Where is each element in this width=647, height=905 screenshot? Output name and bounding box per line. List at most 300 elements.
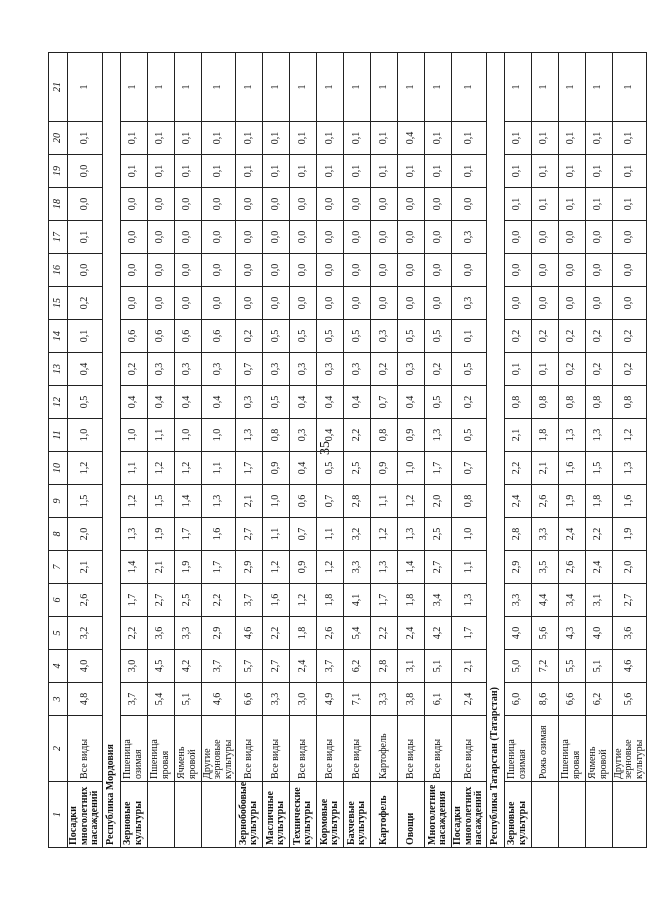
value-cell: 2,2 [371,617,398,650]
value-cell: 6,6 [236,683,263,716]
value-cell: 1,3 [452,584,487,617]
value-cell: 1,9 [174,551,201,584]
value-cell: 0,8 [585,386,612,419]
value-cell: 0,0 [585,254,612,287]
value-cell: 0,0 [120,254,147,287]
value-cell: 0,1 [531,353,558,386]
value-cell: 0,4 [290,452,317,485]
value-cell: 1,1 [120,452,147,485]
value-cell: 2,4 [504,485,531,518]
value-cell: 0,0 [371,188,398,221]
column-header-21: 21 [49,53,68,122]
value-cell: 4,9 [317,683,344,716]
value-cell: 1,6 [263,584,290,617]
value-cell: 0,0 [290,188,317,221]
value-cell: 1,8 [290,617,317,650]
value-cell: 0,2 [585,353,612,386]
value-cell: 0,0 [425,287,452,320]
value-cell: 0,0 [68,155,103,188]
value-cell: 1,7 [236,452,263,485]
value-cell: 0,8 [263,419,290,452]
value-cell: 5,4 [344,617,371,650]
crop-group-cell [174,782,201,848]
value-cell: 1,6 [612,485,647,518]
value-cell: 0,0 [425,221,452,254]
value-cell: 0,3 [201,353,236,386]
value-cell: 5,5 [558,650,585,683]
value-cell: 0,1 [371,155,398,188]
value-cell: 2,4 [290,650,317,683]
value-cell: 0,4 [317,386,344,419]
value-cell: 4,8 [68,683,103,716]
value-cell: 0,4 [201,386,236,419]
value-cell: 2,1 [452,650,487,683]
value-cell: 2,7 [263,650,290,683]
crop-group-cell: Посадки многолетних насаждений [68,782,103,848]
value-cell: 1,7 [174,518,201,551]
value-cell: 1,8 [398,584,425,617]
value-cell: 1 [174,53,201,122]
value-cell: 3,7 [236,584,263,617]
value-cell: 0,2 [371,353,398,386]
value-cell: 1,2 [398,485,425,518]
value-cell: 0,0 [504,221,531,254]
value-cell: 1,3 [120,518,147,551]
crop-type-cell: Все виды [398,716,425,782]
value-cell: 3,0 [120,650,147,683]
value-cell: 0,4 [344,386,371,419]
region-label: Республика Татарстан (Татарстан) [486,53,504,848]
value-cell: 3,7 [317,650,344,683]
value-cell: 3,5 [531,551,558,584]
value-cell: 0,2 [612,353,647,386]
crop-group-cell [201,782,236,848]
value-cell: 1,3 [425,419,452,452]
value-cell: 0,3 [236,386,263,419]
value-cell: 1 [531,53,558,122]
value-cell: 1,4 [174,485,201,518]
value-cell: 0,1 [531,155,558,188]
page-number: 35 [318,441,333,455]
value-cell: 1,3 [371,551,398,584]
value-cell: 0,1 [147,155,174,188]
crop-group-cell [531,782,558,848]
value-cell: 0,0 [147,287,174,320]
value-cell: 1,2 [120,485,147,518]
crop-group-cell: Зерновые культуры [504,782,531,848]
value-cell: 1,4 [120,551,147,584]
value-cell: 1,0 [68,419,103,452]
region-row [102,53,120,848]
value-cell: 1,1 [452,551,487,584]
crop-type-cell: Пшеница яровая [147,716,174,782]
value-cell: 0,5 [68,386,103,419]
crop-group-cell: Зернобобовые культуры [236,782,263,848]
value-cell: 1 [317,53,344,122]
value-cell: 1,6 [558,452,585,485]
value-cell: 0,0 [452,188,487,221]
crop-group-cell [147,782,174,848]
value-cell: 3,3 [344,551,371,584]
value-cell: 0,2 [504,320,531,353]
value-cell: 1,4 [398,551,425,584]
value-cell: 0,1 [425,122,452,155]
value-cell: 0,0 [290,254,317,287]
value-cell: 0,9 [371,452,398,485]
value-cell: 0,2 [585,320,612,353]
value-cell: 1,1 [201,452,236,485]
value-cell: 1 [147,53,174,122]
value-cell: 3,3 [174,617,201,650]
value-cell: 1 [612,53,647,122]
table-row [612,53,647,848]
value-cell: 0,8 [612,386,647,419]
value-cell: 0,0 [585,221,612,254]
value-cell: 0,4 [147,386,174,419]
value-cell: 2,9 [201,617,236,650]
value-cell: 1 [371,53,398,122]
value-cell: 0,3 [147,353,174,386]
value-cell: 0,1 [504,155,531,188]
value-cell: 4,5 [147,650,174,683]
value-cell: 0,0 [236,287,263,320]
value-cell: 2,4 [398,617,425,650]
value-cell: 0,4 [398,386,425,419]
value-cell: 1 [558,53,585,122]
value-cell: 0,0 [585,287,612,320]
value-cell: 5,0 [504,650,531,683]
value-cell: 4,2 [425,617,452,650]
value-cell: 0,6 [201,320,236,353]
value-cell: 0,8 [371,419,398,452]
value-cell: 0,1 [452,122,487,155]
value-cell: 1,7 [452,617,487,650]
value-cell: 6,2 [344,650,371,683]
value-cell: 0,0 [201,287,236,320]
value-cell: 0,0 [344,221,371,254]
value-cell: 1,0 [120,419,147,452]
value-cell: 6,6 [558,683,585,716]
value-cell: 0,0 [263,287,290,320]
value-cell: 4,4 [531,584,558,617]
value-cell: 2,2 [344,419,371,452]
value-cell: 2,0 [425,485,452,518]
value-cell: 0,7 [452,452,487,485]
value-cell: 1,2 [290,584,317,617]
value-cell: 0,1 [371,122,398,155]
value-cell: 1,1 [317,518,344,551]
value-cell: 0,5 [263,386,290,419]
value-cell: 3,1 [585,584,612,617]
value-cell: 0,2 [558,353,585,386]
value-cell: 7,2 [531,650,558,683]
value-cell: 6,1 [425,683,452,716]
value-cell: 3,1 [398,650,425,683]
value-cell: 1,2 [68,452,103,485]
crop-type-cell: Все виды [452,716,487,782]
value-cell: 0,1 [398,155,425,188]
value-cell: 0,1 [504,353,531,386]
value-cell: 0,4 [174,386,201,419]
value-cell: 0,1 [612,122,647,155]
value-cell: 3,3 [504,584,531,617]
value-cell: 1,5 [585,452,612,485]
value-cell: 0,5 [452,419,487,452]
value-cell: 1,8 [317,584,344,617]
value-cell: 0,0 [147,254,174,287]
value-cell: 0,1 [531,188,558,221]
value-cell: 0,0 [425,254,452,287]
value-cell: 6,0 [504,683,531,716]
crop-type-cell: Пшеница озимая [120,716,147,782]
table-body [68,53,647,848]
value-cell: 0,1 [290,155,317,188]
value-cell: 0,3 [290,353,317,386]
value-cell: 2,7 [236,518,263,551]
column-header-3: 3 [49,683,68,716]
value-cell: 0,1 [344,122,371,155]
table-row [290,53,317,848]
value-cell: 4,2 [174,650,201,683]
value-cell: 0,9 [263,452,290,485]
value-cell: 6,2 [585,683,612,716]
value-cell: 2,4 [452,683,487,716]
value-cell: 0,5 [452,353,487,386]
rotated-table-container [48,53,645,848]
value-cell: 1,1 [263,518,290,551]
value-cell: 0,2 [120,353,147,386]
value-cell: 1 [504,53,531,122]
value-cell: 1 [263,53,290,122]
value-cell: 1,2 [174,452,201,485]
crop-type-cell: Все виды [344,716,371,782]
value-cell: 0,1 [504,122,531,155]
value-cell: 2,1 [68,551,103,584]
yield-coefficients-table [48,52,647,848]
value-cell: 1 [201,53,236,122]
value-cell: 0,1 [201,155,236,188]
value-cell: 0,0 [236,221,263,254]
value-cell: 0,8 [531,386,558,419]
column-header-16: 16 [49,254,68,287]
value-cell: 1,6 [201,518,236,551]
value-cell: 0,6 [120,320,147,353]
value-cell: 1,3 [585,419,612,452]
value-cell: 0,5 [317,452,344,485]
value-cell: 0,0 [317,254,344,287]
value-cell: 4,1 [344,584,371,617]
value-cell: 0,0 [612,221,647,254]
value-cell: 0,0 [612,254,647,287]
value-cell: 2,8 [344,485,371,518]
table-row [425,53,452,848]
value-cell: 0,0 [147,188,174,221]
value-cell: 0,1 [317,155,344,188]
value-cell: 1 [425,53,452,122]
crop-type-cell: Другие зерновые культуры [612,716,647,782]
value-cell: 0,0 [452,254,487,287]
value-cell: 0,0 [398,188,425,221]
crop-type-cell: Рожь озимая [531,716,558,782]
value-cell: 0,1 [174,155,201,188]
value-cell: 0,0 [504,254,531,287]
crop-type-cell: Все виды [290,716,317,782]
crop-group-cell: Бахчевые культуры [344,782,371,848]
value-cell: 0,5 [317,320,344,353]
value-cell: 0,1 [68,122,103,155]
column-header-7: 7 [49,551,68,584]
value-cell: 0,0 [531,287,558,320]
table-row [558,53,585,848]
value-cell: 0,0 [263,188,290,221]
value-cell: 1,1 [147,419,174,452]
value-cell: 1 [290,53,317,122]
value-cell: 0,4 [398,122,425,155]
table-row [398,53,425,848]
column-header-6: 6 [49,584,68,617]
value-cell: 0,1 [290,122,317,155]
value-cell: 0,0 [236,188,263,221]
value-cell: 0,0 [120,287,147,320]
crop-type-cell: Ячмень яровой [585,716,612,782]
table-row [120,53,147,848]
value-cell: 1,7 [425,452,452,485]
crop-type-cell: Все виды [263,716,290,782]
value-cell: 2,2 [120,617,147,650]
crop-group-cell: Многолетние насаждения [425,782,452,848]
value-cell: 1,0 [174,419,201,452]
table-row [68,53,103,848]
value-cell: 0,3 [452,221,487,254]
value-cell: 1,8 [585,485,612,518]
value-cell: 3,0 [290,683,317,716]
table-row [174,53,201,848]
value-cell: 0,1 [236,122,263,155]
region-label: Республика Мордовия [102,53,120,848]
value-cell: 1,9 [558,485,585,518]
value-cell: 0,1 [452,320,487,353]
value-cell: 1,2 [317,551,344,584]
value-cell: 0,2 [612,320,647,353]
crop-type-cell: Все виды [425,716,452,782]
value-cell: 2,9 [504,551,531,584]
value-cell: 0,3 [263,353,290,386]
value-cell: 3,6 [147,617,174,650]
crop-group-cell: Масличные культуры [263,782,290,848]
value-cell: 1,9 [612,518,647,551]
value-cell: 0,0 [531,221,558,254]
value-cell: 0,1 [504,188,531,221]
value-cell: 1,2 [371,518,398,551]
header-row [49,53,68,848]
table-row [371,53,398,848]
value-cell: 0,2 [68,287,103,320]
value-cell: 0,0 [371,221,398,254]
value-cell: 2,4 [558,518,585,551]
value-cell: 1,5 [147,485,174,518]
value-cell: 0,0 [68,188,103,221]
value-cell: 2,0 [68,518,103,551]
value-cell: 0,4 [120,386,147,419]
table-row [585,53,612,848]
value-cell: 0,8 [558,386,585,419]
value-cell: 0,6 [290,485,317,518]
value-cell: 0,0 [317,287,344,320]
value-cell: 7,1 [344,683,371,716]
value-cell: 0,0 [558,221,585,254]
value-cell: 0,0 [174,254,201,287]
value-cell: 0,1 [344,155,371,188]
value-cell: 0,8 [504,386,531,419]
value-cell: 1,1 [371,485,398,518]
value-cell: 2,5 [425,518,452,551]
value-cell: 5,7 [236,650,263,683]
value-cell: 0,0 [263,254,290,287]
value-cell: 4,0 [504,617,531,650]
value-cell: 2,2 [201,584,236,617]
value-cell: 3,8 [398,683,425,716]
value-cell: 0,5 [398,320,425,353]
value-cell: 0,0 [371,254,398,287]
value-cell: 0,1 [120,122,147,155]
column-header-8: 8 [49,518,68,551]
column-header-10: 10 [49,452,68,485]
value-cell: 1 [68,53,103,122]
value-cell: 2,8 [504,518,531,551]
crop-group-cell: Зерновые культуры [120,782,147,848]
value-cell: 3,3 [263,683,290,716]
value-cell: 0,1 [558,122,585,155]
value-cell: 3,3 [531,518,558,551]
value-cell: 0,3 [344,353,371,386]
value-cell: 0,1 [585,155,612,188]
value-cell: 0,7 [371,386,398,419]
value-cell: 3,4 [425,584,452,617]
value-cell: 1,7 [201,551,236,584]
value-cell: 0,1 [425,155,452,188]
column-header-17: 17 [49,221,68,254]
crop-type-cell: Все виды [236,716,263,782]
value-cell: 8,6 [531,683,558,716]
value-cell: 0,9 [290,551,317,584]
value-cell: 0,9 [398,419,425,452]
value-cell: 0,0 [201,188,236,221]
value-cell: 4,6 [612,650,647,683]
value-cell: 1,9 [147,518,174,551]
value-cell: 1,7 [371,584,398,617]
value-cell: 2,2 [504,452,531,485]
value-cell: 0,0 [398,221,425,254]
crop-group-cell [612,782,647,848]
value-cell: 0,4 [290,386,317,419]
value-cell: 0,0 [174,287,201,320]
value-cell: 4,6 [201,683,236,716]
value-cell: 0,0 [344,254,371,287]
value-cell: 0,0 [120,188,147,221]
crop-type-cell: Пшеница озимая [504,716,531,782]
column-header-14: 14 [49,320,68,353]
value-cell: 2,4 [585,551,612,584]
value-cell: 0,0 [236,254,263,287]
value-cell: 0,7 [236,353,263,386]
value-cell: 0,0 [344,287,371,320]
crop-group-cell [558,782,585,848]
value-cell: 0,1 [585,188,612,221]
value-cell: 1 [452,53,487,122]
value-cell: 0,0 [612,287,647,320]
value-cell: 1,3 [558,419,585,452]
value-cell: 0,0 [201,221,236,254]
